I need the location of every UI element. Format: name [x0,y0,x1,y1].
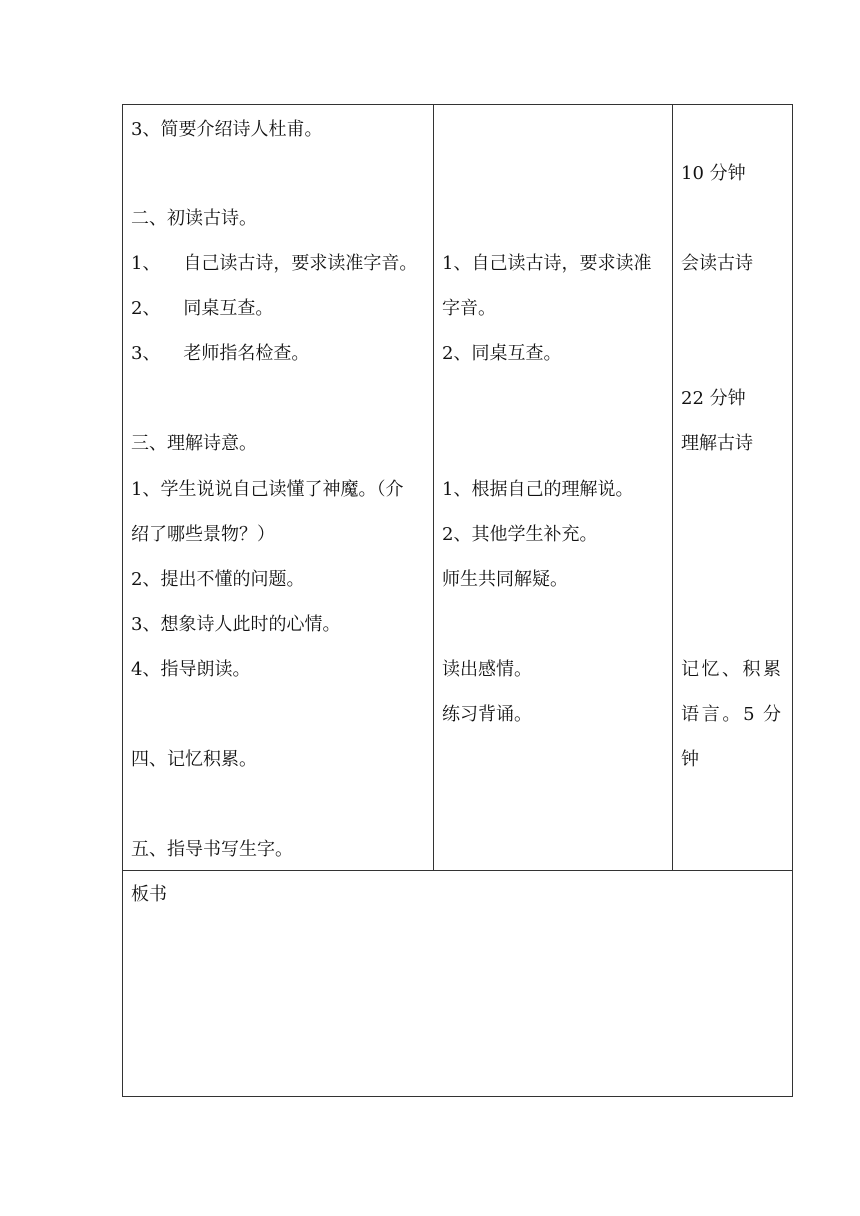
col2-line: 1、根据自己的理解说。 [442,479,634,500]
col3-line: 语言。5 分 [681,704,781,725]
col3-line: 10 分钟 [681,163,746,184]
col1-line: 1、学生说说自己读懂了神魔。（介 [131,479,404,500]
col1-line: 3、想象诗人此时的心情。 [131,614,341,635]
col1-line: 4、指导朗读。 [131,659,251,680]
col1-line: 3、简要介绍诗人杜甫。 [131,119,323,140]
column-divider-1 [433,104,434,871]
col1-line: 四、记忆积累。 [131,749,257,770]
col1-line: 二、初读古诗。 [131,208,257,229]
col2-line: 2、同桌互查。 [442,343,562,364]
col3-line: 理解古诗 [681,433,753,454]
col1-line: 1、 自己读古诗，要求读准字音。 [131,253,418,274]
col3-line: 钟 [681,749,699,770]
row-divider [122,870,793,871]
col2-line: 1、自己读古诗，要求读准 [442,253,652,274]
col1-line: 2、提出不懂的问题。 [131,569,305,590]
col1-line: 绍了哪些景物？） [131,524,275,545]
col1-line: 3、 老师指名检查。 [131,343,310,364]
board-label: 板书 [131,884,167,905]
col3-line: 22 分钟 [681,388,746,409]
col2-line: 字音。 [442,298,496,319]
col2-line: 师生共同解疑。 [442,569,568,590]
col3-line: 会读古诗 [681,253,753,274]
col2-line: 读出感情。 [442,659,532,680]
col1-line: 五、指导书写生字。 [131,839,293,860]
col1-line: 三、理解诗意。 [131,433,257,454]
column-divider-2 [672,104,673,871]
col2-line: 练习背诵。 [442,704,532,725]
col2-line: 2、其他学生补充。 [442,524,598,545]
col3-line: 记忆、积累 [681,659,781,680]
col1-line: 2、 同桌互查。 [131,298,274,319]
